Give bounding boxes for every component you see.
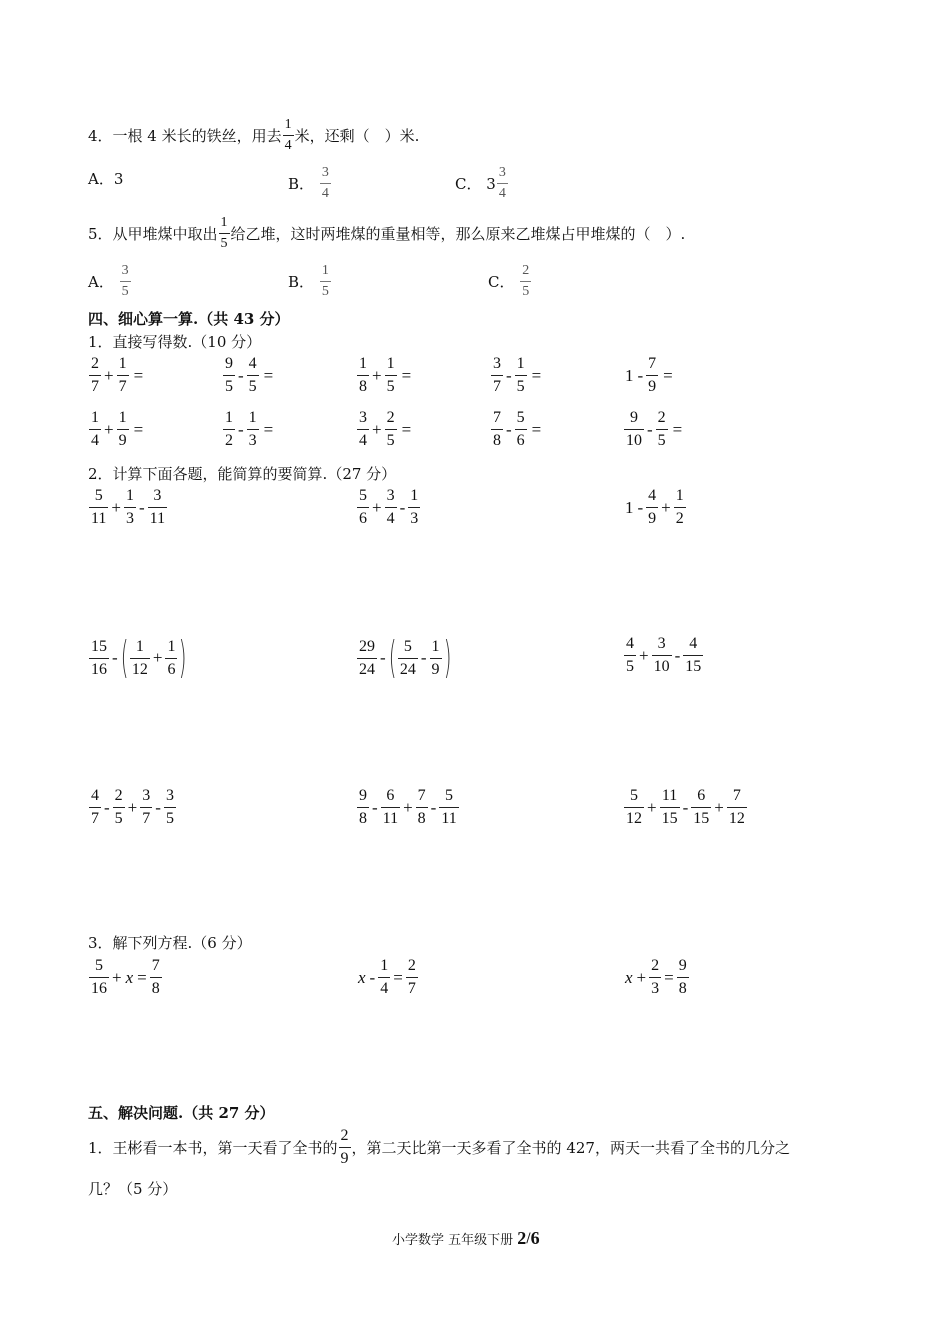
fraction: $\frac{4}{15}$ <box>685 635 702 675</box>
operator: - <box>682 797 689 817</box>
operator: = <box>531 365 542 385</box>
fraction: $\frac{1}{4}$ <box>91 409 99 449</box>
fraction: $\frac{1}{5}$ <box>386 355 395 395</box>
operator: + <box>127 797 138 817</box>
problem-1-line-2: 几？（5 分） <box>88 1180 178 1198</box>
q4-option-c: C． 3 $\frac{3}{4}$ <box>455 165 506 201</box>
fraction: $\frac{1}{12}$ <box>131 637 148 678</box>
q4-option-b: B． $\frac{3}{4}$ <box>288 165 329 201</box>
whole-number: 1 <box>625 365 634 385</box>
problem-1: 1．王彬看一本书，第一天看了全书的 $\frac{2}{9}$ ，第二天比第一天多看了全书的 427，两天一共看了全书的几分之 <box>88 1127 790 1167</box>
q5-option-c: C． $\frac{2}{5}$ <box>488 263 530 299</box>
fraction: $\frac{5}{6}$ <box>359 487 367 527</box>
operator: - <box>674 645 681 665</box>
fraction: $\frac{3}{7}$ <box>493 355 501 395</box>
fraction: $\frac{5}{6}$ <box>516 409 525 449</box>
q4-option-a: A． 3 <box>88 169 124 188</box>
oral-item <box>88 410 145 449</box>
calc-item <box>356 488 421 527</box>
fraction: $\frac{3}{10}$ <box>653 635 670 675</box>
fraction: $\frac{2}{5}$ <box>386 409 395 449</box>
oral-item <box>490 410 543 449</box>
calc-item <box>356 788 460 827</box>
fraction: $\frac{4}{5}$ <box>248 355 257 395</box>
q4-suffix: 米，还剩（ ）米. <box>294 127 420 145</box>
q5-fraction: $\frac{1}{5}$ <box>220 215 228 251</box>
fraction: $\frac{15}{16}$ <box>91 637 107 678</box>
fraction: $\frac{1}{3}$ <box>248 409 257 449</box>
section-4-part-2: 2．计算下面各题，能简算的要简算.（27 分） <box>88 465 397 483</box>
operator: + <box>636 967 647 987</box>
fraction: $\frac{29}{24}$ <box>359 637 375 678</box>
page-number: 2 <box>517 1228 527 1248</box>
oral-item <box>623 410 684 449</box>
fraction: $\frac{1}{8}$ <box>359 355 367 395</box>
fraction: $\frac{7}{12}$ <box>728 787 745 827</box>
q4-fraction: $\frac{1}{4}$ <box>284 117 292 153</box>
operator: + <box>111 497 121 517</box>
oral-item <box>490 356 543 395</box>
operator: = <box>137 967 147 987</box>
equation-item <box>88 958 163 997</box>
section-5-title: 五、解决问题.（共 27 分） <box>88 1104 275 1122</box>
operator: - <box>506 365 512 385</box>
fraction: $\frac{1}{5}$ <box>516 355 525 395</box>
fraction: $\frac{5}{11}$ <box>91 487 107 527</box>
operator: = <box>133 419 144 439</box>
fraction: $\frac{5}{16}$ <box>91 957 107 997</box>
fraction: $\frac{4}{9}$ <box>648 487 657 527</box>
operator: = <box>401 365 412 385</box>
operator: + <box>714 797 724 817</box>
fraction: $\frac{1}{2}$ <box>225 409 233 449</box>
operator: - <box>430 797 437 817</box>
parenthesis: ) <box>443 632 451 683</box>
calc-item <box>88 632 188 683</box>
q5-option-a: A． $\frac{3}{5}$ <box>88 263 129 299</box>
section-4-title: 四、细心算一算.（共 43 分） <box>88 310 290 328</box>
operator: = <box>663 365 673 385</box>
operator: - <box>104 797 110 817</box>
operator: = <box>263 419 274 439</box>
calc-item <box>623 788 748 827</box>
fraction: $\frac{9}{8}$ <box>678 957 687 997</box>
calc-item <box>623 488 687 527</box>
fraction: $\frac{5}{12}$ <box>626 787 642 827</box>
oral-item <box>88 356 145 395</box>
fraction: $\frac{2}{5}$ <box>114 787 123 827</box>
fraction: $\frac{1}{6}$ <box>167 637 176 678</box>
calc-item <box>88 488 168 527</box>
fraction: $\frac{4}{7}$ <box>91 787 99 827</box>
fraction: $\frac{1}{9}$ <box>118 409 127 449</box>
fraction: $\frac{5}{24}$ <box>399 637 416 678</box>
fraction: $\frac{2}{7}$ <box>91 355 99 395</box>
question-4 <box>88 118 419 153</box>
variable: x <box>625 967 633 987</box>
operator: - <box>112 648 118 667</box>
oral-item <box>356 356 413 395</box>
page-footer: 小学数学 五年级下册 2 / 6 <box>392 1228 540 1248</box>
fraction: $\frac{2}{7}$ <box>407 957 416 997</box>
equation-item <box>623 958 690 997</box>
fraction: $\frac{2}{3}$ <box>651 957 660 997</box>
whole-number: 1 <box>625 497 634 517</box>
operator: + <box>152 648 163 667</box>
operator: - <box>637 365 644 385</box>
section-4-part-3: 3．解下列方程.（6 分） <box>88 934 252 952</box>
operator: + <box>639 645 649 665</box>
fraction: $\frac{1}{3}$ <box>126 487 134 527</box>
problem-1-fraction: $\frac{2}{9}$ <box>340 1127 349 1167</box>
fraction: $\frac{9}{8}$ <box>359 787 367 827</box>
operator: - <box>420 648 427 667</box>
operator: - <box>637 497 644 517</box>
question-5 <box>88 216 685 251</box>
q5-prefix: 5．从甲堆煤中取出 <box>88 225 218 243</box>
operator: = <box>393 967 403 987</box>
operator: + <box>372 365 382 385</box>
operator: - <box>139 497 145 517</box>
page-total: 6 <box>530 1228 540 1248</box>
q5-suffix: 给乙堆，这时两堆煤的重量相等，那么原来乙堆煤占甲堆煤的（ ）. <box>230 225 686 243</box>
fraction: $\frac{1}{3}$ <box>410 487 419 527</box>
fraction: $\frac{7}{9}$ <box>648 355 657 395</box>
fraction: $\frac{6}{15}$ <box>693 787 710 827</box>
fraction: $\frac{7}{8}$ <box>417 787 426 827</box>
operator: = <box>133 365 144 385</box>
operator: + <box>403 797 413 817</box>
calc-item <box>356 632 452 683</box>
fraction: $\frac{5}{11}$ <box>441 787 457 827</box>
operator: = <box>664 967 674 987</box>
operator: + <box>112 967 122 987</box>
fraction: $\frac{3}{11}$ <box>149 487 166 527</box>
variable: x <box>358 967 366 987</box>
operator: - <box>369 967 376 987</box>
parenthesis: ) <box>179 632 187 683</box>
operator: - <box>647 419 653 439</box>
calc-item <box>623 636 704 675</box>
fraction: $\frac{9}{5}$ <box>225 355 233 395</box>
section-4-part-1: 1．直接写得数.（10 分） <box>88 333 262 351</box>
operator: + <box>104 419 114 439</box>
operator: - <box>506 419 512 439</box>
oral-item <box>222 356 275 395</box>
fraction: $\frac{3}{7}$ <box>142 787 151 827</box>
operator: + <box>647 797 657 817</box>
fraction: $\frac{11}{15}$ <box>661 787 678 827</box>
variable: x <box>125 967 134 987</box>
operator: - <box>380 648 386 667</box>
parenthesis: ( <box>388 632 397 683</box>
calc-item <box>88 788 177 827</box>
operator: + <box>372 419 382 439</box>
operator: - <box>238 365 244 385</box>
fraction: $\frac{3}{5}$ <box>165 787 174 827</box>
equation-item <box>356 958 419 997</box>
fraction: $\frac{3}{4}$ <box>359 409 367 449</box>
fraction: $\frac{2}{5}$ <box>657 409 666 449</box>
operator: + <box>104 365 114 385</box>
oral-item <box>222 410 275 449</box>
fraction: $\frac{9}{10}$ <box>626 409 642 449</box>
operator: = <box>672 419 683 439</box>
oral-item <box>356 410 413 449</box>
operator: = <box>531 419 542 439</box>
oral-item <box>623 356 675 395</box>
fraction: $\frac{1}{9}$ <box>431 637 440 678</box>
fraction: $\frac{1}{4}$ <box>380 957 389 997</box>
operator: = <box>401 419 412 439</box>
operator: + <box>661 497 671 517</box>
fraction: $\frac{1}{7}$ <box>118 355 127 395</box>
fraction: $\frac{1}{2}$ <box>675 487 684 527</box>
operator: + <box>372 497 382 517</box>
operator: - <box>399 497 406 517</box>
fraction: $\frac{7}{8}$ <box>151 957 160 997</box>
fraction: $\frac{6}{11}$ <box>382 787 399 827</box>
parenthesis: ( <box>120 632 129 683</box>
operator: - <box>155 797 161 817</box>
operator: = <box>263 365 274 385</box>
fraction: $\frac{3}{4}$ <box>386 487 395 527</box>
fraction: $\frac{7}{8}$ <box>493 409 501 449</box>
q5-option-b: B． $\frac{1}{5}$ <box>288 263 329 299</box>
fraction: $\frac{4}{5}$ <box>626 635 634 675</box>
operator: - <box>372 797 378 817</box>
operator: - <box>238 419 244 439</box>
q4-prefix: 4．一根 4 米长的铁丝，用去 <box>88 127 282 145</box>
